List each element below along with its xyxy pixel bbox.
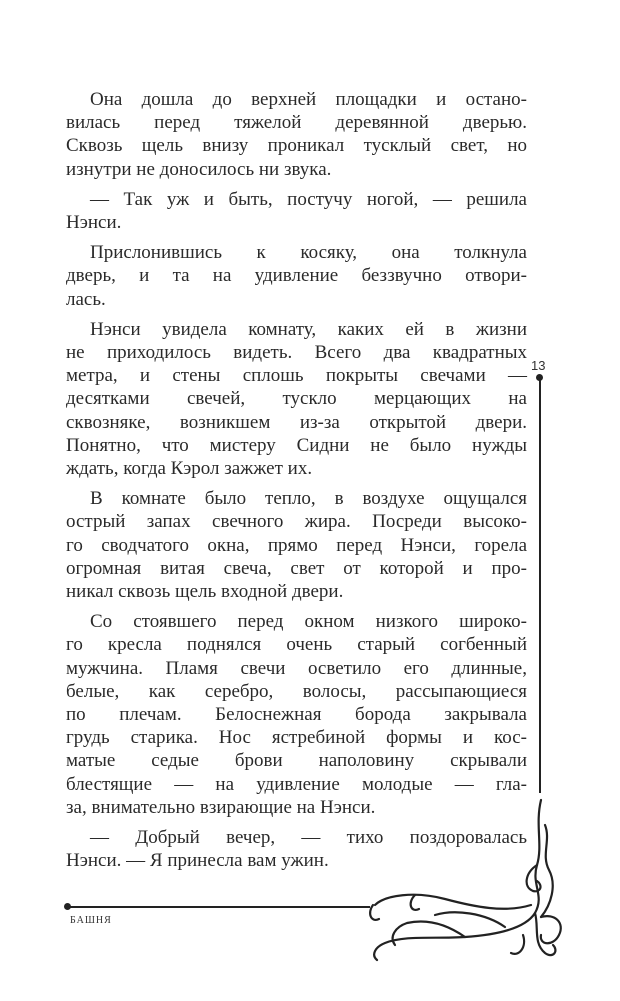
text-line: Прислонившись к косяку, она толкнула (90, 242, 527, 264)
vertical-rule (539, 378, 541, 793)
text-line: белые, как серебро, волосы, рассыпающиеся (66, 680, 527, 702)
text-line: Со стоявшего перед окном низкого широко- (90, 611, 527, 633)
text-line: В комнате было тепло, в воздухе ощущался (90, 488, 527, 510)
paragraph (66, 487, 527, 603)
text-line: никал сквозь щель входной двери. (66, 581, 344, 603)
text-line: по плечам. Белоснежная борода закрывала (66, 704, 527, 726)
body-text (66, 88, 527, 880)
text-line: острый запах свечного жира. Посреди высоко- (66, 511, 527, 533)
text-line: — Добрый вечер, — тихо поздоровалась (90, 827, 527, 849)
corner-flourish-ornament (355, 795, 575, 965)
running-title: БАШНЯ (70, 915, 112, 926)
text-line: блестящие — на удивление молодые — гла- (66, 773, 527, 795)
text-line: за, внимательно взирающие на Нэнси. (66, 796, 376, 818)
text-line: матые седые брови наполовину скрывали (66, 750, 527, 772)
text-line: сквозняке, возникшем из-за открытой двери. (66, 411, 527, 433)
text-line: Нэнси. (66, 212, 122, 234)
text-line: лась. (66, 288, 106, 310)
text-line: мужчина. Пламя свечи осветило его длинные, (66, 657, 527, 679)
paragraph (66, 88, 527, 181)
horizontal-rule (68, 906, 370, 908)
text-line: изнутри не доносилось ни звука. (66, 158, 332, 180)
paragraph (66, 188, 527, 234)
text-line: огромная витая свеча, свет от которой и про- (66, 557, 527, 579)
text-line: не приходилось видеть. Всего два квадратных (66, 342, 527, 364)
paragraph (66, 318, 527, 480)
text-line: Понятно, что мистеру Сидни не было нужды (66, 434, 527, 456)
paragraph (66, 241, 527, 311)
text-line: дверь, и та на удивление беззвучно отвори- (66, 265, 527, 287)
text-line: вилась перед тяжелой деревянной дверью. (66, 112, 527, 134)
text-line: го кресла поднялся очень старый согбенный (66, 634, 527, 656)
text-line: Нэнси. — Я принесла вам ужин. (66, 850, 329, 872)
text-line: десятками свечей, тускло мерцающих на (66, 388, 527, 410)
text-line: метра, и стены сплошь покрыты свечами — (66, 365, 527, 387)
text-line: — Так уж и быть, постучу ногой, — решила (90, 188, 527, 210)
paragraph (66, 610, 527, 819)
text-line: ждать, когда Кэрол зажжет их. (66, 458, 313, 480)
text-line: Сквозь щель внизу проникал тусклый свет, но (66, 135, 527, 157)
text-line: Она дошла до верхней площадки и остано- (90, 89, 527, 110)
text-line: грудь старика. Нос ястребиной формы и кос- (66, 727, 527, 749)
text-line: го сводчатого окна, прямо перед Нэнси, горела (66, 534, 527, 556)
page-number: 13 (531, 358, 546, 373)
text-line: Нэнси увидела комнату, каких ей в жизни (90, 318, 527, 340)
